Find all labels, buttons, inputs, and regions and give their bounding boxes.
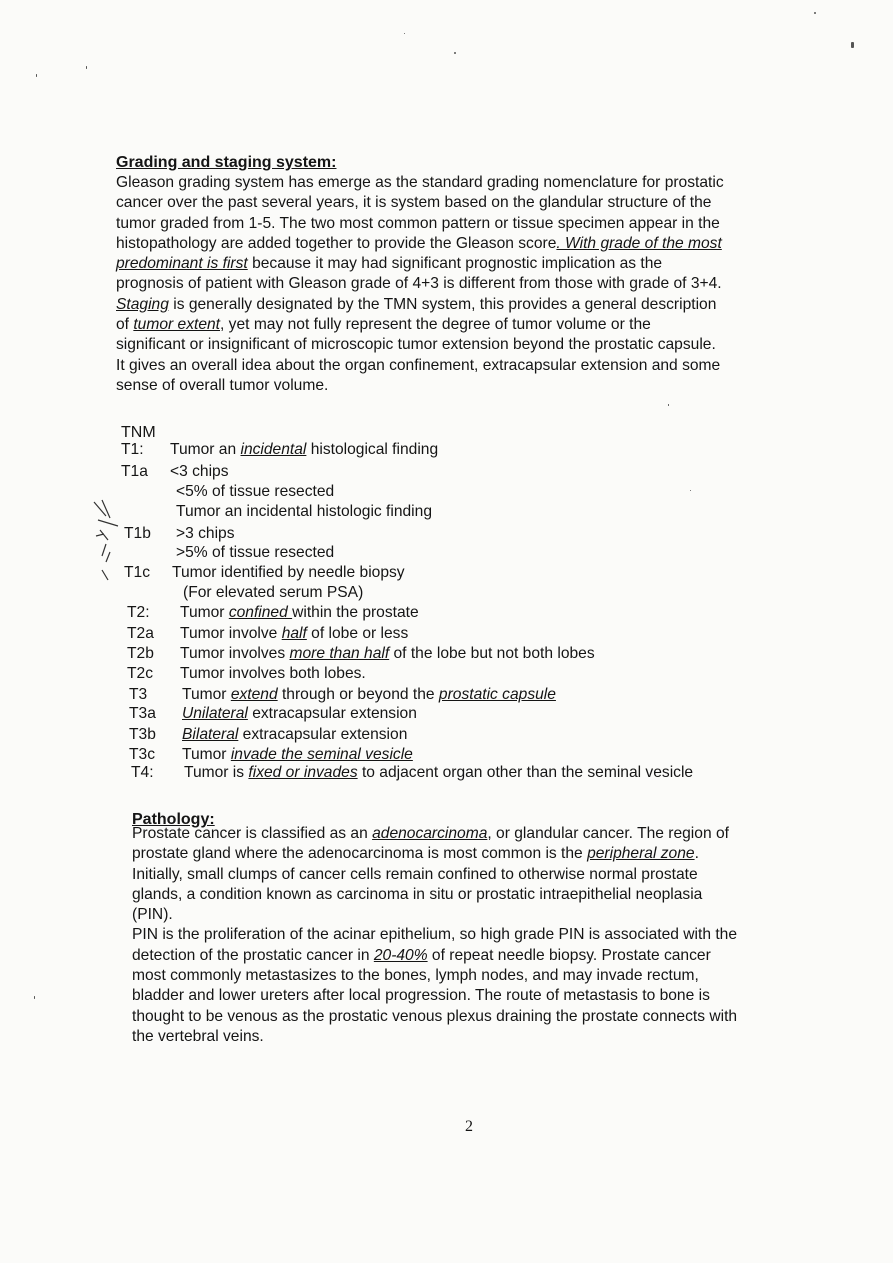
tnm-emphasis: invade the seminal vesicle bbox=[230, 746, 413, 763]
tnm-row bbox=[131, 764, 694, 782]
tnm-code: T3c bbox=[129, 746, 155, 763]
pathology-line: Initially, small clumps of cancer cells remain confined to otherwise normal prostate bbox=[132, 865, 698, 883]
pathology-line: the vertebral veins. bbox=[132, 1027, 264, 1045]
tnm-code: T1c bbox=[124, 564, 150, 581]
scan-speck bbox=[668, 404, 669, 406]
grading-heading: Grading and staging system: bbox=[116, 154, 337, 171]
tnm-row bbox=[129, 726, 408, 744]
tnm-emphasis: confined bbox=[228, 604, 293, 621]
grading-line: tumor graded from 1-5. The two most common pattern or tissue specimen appear in the bbox=[116, 214, 720, 232]
scan-speck bbox=[36, 74, 37, 77]
tnm-code: T2b bbox=[127, 645, 154, 662]
tnm-row bbox=[121, 441, 439, 459]
grading-line: Staging is generally designated by the TMN system, this provides a general description bbox=[116, 295, 717, 313]
pathology-line: thought to be venous as the prostatic venous plexus draining the prostate connects with bbox=[132, 1007, 738, 1025]
grading-line: cancer over the past several years, it is system based on the glandular structure of the bbox=[116, 194, 712, 212]
tnm-emphasis: extend bbox=[230, 686, 278, 703]
tnm-emphasis: fixed or invades bbox=[248, 764, 358, 781]
tnm-description: Tumor confined within the prostate bbox=[180, 604, 419, 621]
tnm-code: T3 bbox=[129, 686, 148, 703]
tnm-row bbox=[129, 746, 413, 764]
grading-line: histopathology are added together to provide the Gleason score. With grade of the most bbox=[116, 234, 722, 252]
pathology-heading: Pathology: bbox=[132, 811, 215, 828]
tnm-code: T1: bbox=[121, 441, 144, 458]
tnm-description: Tumor identified by needle biopsy bbox=[172, 564, 405, 581]
tnm-description: Tumor involve half of lobe or less bbox=[180, 625, 409, 642]
tnm-description: Tumor an incidental histological finding bbox=[170, 441, 439, 458]
tnm-code: T2a bbox=[127, 625, 154, 642]
grading-line: prognosis of patient with Gleason grade of 4+3 is different from those with grade of 3+4. bbox=[116, 275, 722, 293]
tnm-code: T3a bbox=[129, 705, 156, 722]
tnm-row bbox=[121, 463, 229, 481]
pathology-line: PIN is the proliferation of the acinar epithelium, so high grade PIN is associated with the bbox=[132, 926, 738, 944]
tnm-description: Tumor is fixed or invades to adjacent organ other than the seminal vesicle bbox=[184, 764, 694, 781]
tnm-row bbox=[127, 645, 595, 663]
scan-speck bbox=[34, 996, 35, 999]
tnm-description: Bilateral extracapsular extension bbox=[182, 726, 408, 743]
scan-speck bbox=[86, 66, 87, 69]
margin-scribble-icon bbox=[88, 496, 128, 588]
pathology-line: Prostate cancer is classified as an adenocarcinoma, or glandular cancer. The region of bbox=[132, 825, 729, 842]
scan-speck bbox=[454, 52, 456, 54]
tnm-title: TNM bbox=[121, 424, 156, 441]
pathology-line: bladder and lower ureters after local progression. The route of metastasis to bone is bbox=[132, 987, 710, 1005]
grading-line: of tumor extent, yet may not fully represent the degree of tumor volume or the bbox=[116, 316, 651, 334]
pathology-line: detection of the prostatic cancer in 20-40% of repeat needle biopsy. Prostate cancer bbox=[132, 946, 711, 964]
pathology-paragraph bbox=[132, 824, 832, 1047]
tnm-emphasis: half bbox=[281, 625, 307, 642]
pathology-line: prostate gland where the adenocarcinoma is most common is the peripheral zone. bbox=[132, 845, 699, 863]
pathology-emphasis: peripheral zone bbox=[587, 845, 695, 863]
scan-speck bbox=[851, 42, 854, 48]
grading-emphasis: . With grade of the most bbox=[556, 234, 722, 252]
tnm-description: Tumor invade the seminal vesicle bbox=[182, 746, 413, 763]
tnm-code: T3b bbox=[129, 726, 156, 743]
grading-line: significant or insignificant of microscopic tumor extension beyond the prostatic capsule. bbox=[116, 336, 716, 354]
tnm-code: T1a bbox=[121, 463, 148, 480]
tnm-description: Unilateral extracapsular extension bbox=[182, 705, 417, 722]
tnm-emphasis: Unilateral bbox=[182, 705, 248, 722]
tnm-emphasis: Bilateral bbox=[182, 726, 239, 743]
scan-speck bbox=[690, 490, 691, 491]
tnm-code: T4: bbox=[131, 764, 154, 781]
tnm-code: T2: bbox=[127, 604, 150, 621]
tnm-description: >3 chips bbox=[176, 525, 235, 542]
tnm-description: (For elevated serum PSA) bbox=[183, 584, 364, 601]
tnm-description: <3 chips bbox=[170, 463, 229, 480]
pathology-emphasis: 20-40% bbox=[373, 946, 428, 964]
tnm-row bbox=[129, 705, 417, 723]
grading-line: Gleason grading system has emerge as the standard grading nomenclature for prostatic bbox=[116, 174, 724, 191]
tnm-code: T1b bbox=[124, 525, 151, 542]
tnm-row bbox=[129, 686, 556, 704]
tnm-description: Tumor involves both lobes. bbox=[180, 665, 366, 682]
grading-line: sense of overall tumor volume. bbox=[116, 376, 329, 394]
pathology-line: glands, a condition known as carcinoma in situ or prostatic intraepithelial neoplasia bbox=[132, 885, 703, 903]
grading-emphasis: Staging bbox=[116, 295, 169, 313]
tnm-emphasis: prostatic capsule bbox=[438, 686, 556, 703]
scan-speck bbox=[404, 33, 405, 34]
tnm-row bbox=[127, 604, 419, 622]
grading-line: It gives an overall idea about the organ confinement, extracapsular extension and some bbox=[116, 356, 721, 374]
grading-emphasis: tumor extent bbox=[133, 316, 221, 334]
tnm-description: Tumor extend through or beyond the prostatic capsule bbox=[182, 686, 556, 703]
tnm-emphasis: incidental bbox=[240, 441, 307, 458]
grading-paragraph bbox=[116, 173, 816, 396]
tnm-description: Tumor an incidental histologic finding bbox=[176, 503, 432, 520]
pathology-emphasis: adenocarcinoma bbox=[372, 825, 488, 842]
tnm-description: <5% of tissue resected bbox=[176, 483, 335, 500]
tnm-row bbox=[127, 625, 409, 643]
scan-speck bbox=[814, 12, 816, 14]
grading-emphasis: predominant is first bbox=[116, 255, 248, 273]
tnm-code: T2c bbox=[127, 665, 153, 682]
tnm-emphasis: more than half bbox=[289, 645, 390, 662]
pathology-line: (PIN). bbox=[132, 906, 173, 924]
tnm-row bbox=[124, 525, 235, 543]
tnm-description: >5% of tissue resected bbox=[176, 544, 335, 561]
tnm-description: Tumor involves more than half of the lobe but not both lobes bbox=[180, 645, 595, 662]
page-number: 2 bbox=[465, 1118, 473, 1135]
grading-line: predominant is first because it may had significant prognostic implication as the bbox=[116, 255, 663, 273]
tnm-row bbox=[127, 665, 366, 683]
pathology-line: most commonly metastasizes to the bones, lymph nodes, and may invade rectum, bbox=[132, 967, 699, 985]
